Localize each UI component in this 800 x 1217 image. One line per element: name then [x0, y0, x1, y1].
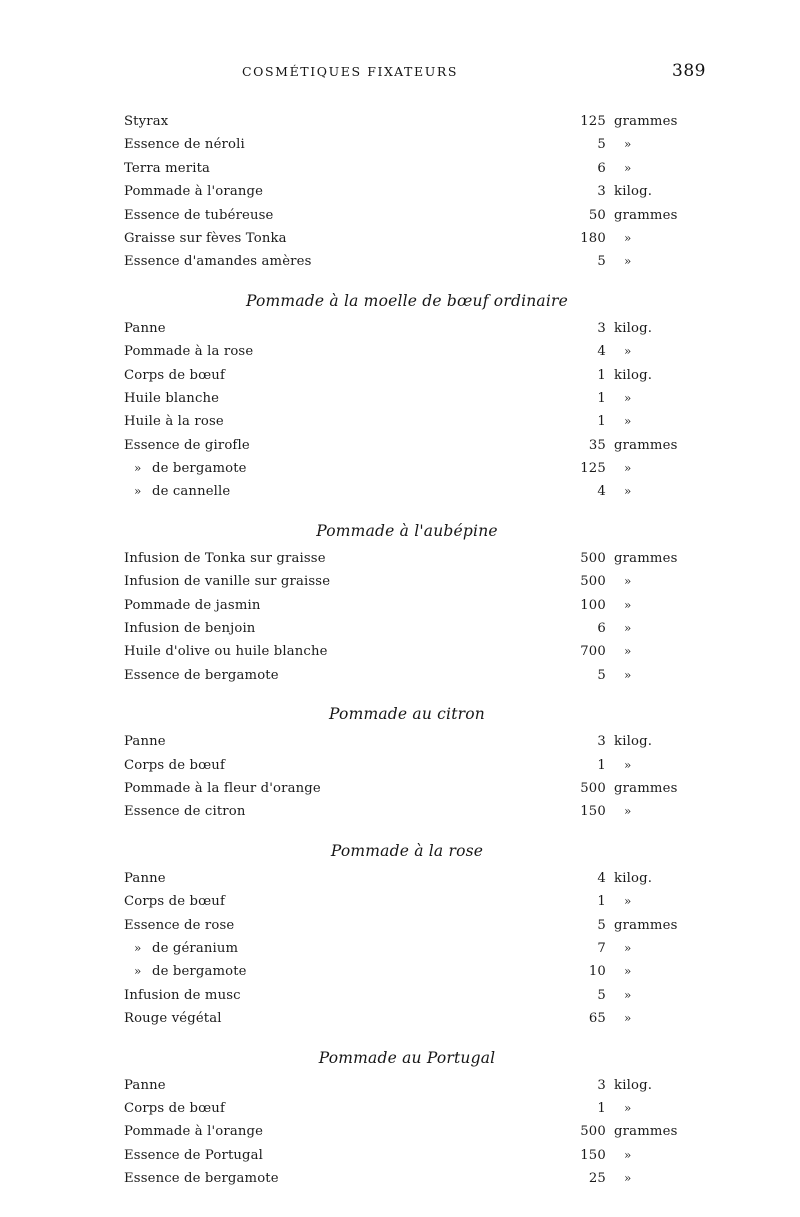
ingredient-unit: »	[624, 1011, 632, 1026]
ingredient-quantity: 50	[588, 207, 606, 223]
ingredient-unit: »	[624, 964, 632, 979]
running-head-title: COSMÉTIQUES FIXATEURS	[242, 64, 458, 79]
ingredient-name: Panne	[124, 734, 169, 749]
ingredient-unit: grammes	[614, 437, 678, 453]
ingredient-quantity: 3	[597, 320, 606, 336]
ingredient-unit: »	[624, 137, 632, 152]
running-head	[0, 61, 800, 86]
ingredient-quantity: 3	[597, 734, 606, 750]
ingredient-name: Essence de citron	[124, 804, 248, 819]
ingredient-unit: »	[624, 230, 632, 245]
ingredient-name: Corps de bœuf	[124, 368, 228, 383]
ingredient-row	[124, 412, 690, 435]
ingredient-unit: kilog.	[614, 367, 653, 383]
ingredient-unit: kilog.	[614, 734, 653, 750]
ingredient-quantity: 6	[597, 160, 606, 176]
ingredient-name: Infusion de benjoin	[124, 621, 258, 636]
ingredient-unit: »	[624, 574, 632, 589]
ingredient-row	[124, 869, 690, 892]
ingredient-unit: grammes	[614, 1124, 678, 1140]
ingredient-row	[124, 986, 690, 1009]
ingredient-row	[124, 135, 690, 158]
ingredient-name: Panne	[124, 1078, 169, 1093]
ingredient-quantity: 5	[597, 987, 606, 1003]
section-title: Pommade au Portugal	[318, 1048, 496, 1067]
ingredient-quantity: 7	[597, 940, 606, 956]
ingredient-row	[124, 939, 690, 962]
leader-dots	[126, 746, 554, 747]
ingredient-unit: »	[624, 414, 632, 429]
ingredient-unit: »	[624, 390, 632, 405]
ingredient-quantity: 1	[597, 414, 606, 430]
ditto-mark: »	[134, 940, 142, 955]
ingredient-quantity: 4	[597, 484, 606, 500]
ingredient-unit: grammes	[614, 550, 678, 566]
ingredient-quantity: 5	[597, 917, 606, 933]
ingredient-quantity: 150	[580, 804, 606, 820]
ingredient-row	[124, 892, 690, 915]
ingredient-name: Essence de girofle	[124, 438, 253, 453]
ingredient-name: Panne	[124, 871, 169, 886]
ingredient-unit: kilog.	[614, 184, 653, 200]
ingredient-name: Infusion de Tonka sur graisse	[124, 551, 329, 566]
ingredient-name: de cannelle	[152, 484, 233, 499]
ingredient-unit: kilog.	[614, 1077, 653, 1093]
ingredient-quantity: 500	[580, 780, 606, 796]
ingredient-name: Huile blanche	[124, 391, 222, 406]
ditto-mark: »	[134, 484, 142, 499]
ingredient-name: Graisse sur fèves Tonka	[124, 231, 290, 246]
ingredient-name: Rouge végétal	[124, 1011, 225, 1026]
ingredient-quantity: 65	[588, 1011, 606, 1027]
ingredient-quantity: 25	[588, 1171, 606, 1187]
recipe-column	[124, 112, 690, 1192]
ingredient-row	[124, 572, 690, 595]
ingredient-quantity: 6	[597, 621, 606, 637]
ingredient-row	[124, 732, 690, 755]
ingredient-quantity: 4	[597, 344, 606, 360]
ingredient-quantity: 500	[580, 550, 606, 566]
ingredient-row	[124, 1099, 690, 1122]
ingredient-quantity: 100	[580, 597, 606, 613]
leader-dots	[126, 333, 554, 334]
ingredient-unit: »	[624, 644, 632, 659]
ingredient-name: Styrax	[124, 114, 171, 129]
ingredient-quantity: 35	[588, 437, 606, 453]
ingredient-row	[124, 962, 690, 985]
ingredient-row	[124, 1076, 690, 1099]
ingredient-quantity: 10	[588, 964, 606, 980]
leader-dots	[126, 1090, 554, 1091]
ingredient-unit: »	[624, 894, 632, 909]
ingredient-name: de géranium	[152, 941, 241, 956]
section-title: Pommade au citron	[329, 705, 485, 724]
ingredient-row	[124, 112, 690, 135]
ingredient-name: Pommade de jasmin	[124, 598, 264, 613]
ingredient-list	[124, 549, 690, 689]
ingredient-unit: »	[624, 804, 632, 819]
ingredient-list	[124, 319, 690, 506]
ingredient-quantity: 500	[580, 1124, 606, 1140]
ingredient-row	[124, 366, 690, 389]
page-number: 389	[672, 61, 706, 81]
ingredient-quantity: 1	[597, 1100, 606, 1116]
ingredient-row	[124, 916, 690, 939]
ingredient-row	[124, 182, 690, 205]
ingredient-row	[124, 206, 690, 229]
ingredient-row	[124, 666, 690, 689]
ingredient-row	[124, 619, 690, 642]
ingredient-unit: »	[624, 1171, 632, 1186]
ingredient-row	[124, 1009, 690, 1032]
ingredient-name: Essence de Portugal	[124, 1148, 266, 1163]
ingredient-row	[124, 252, 690, 275]
ingredient-unit: kilog.	[614, 870, 653, 886]
ingredient-unit: »	[624, 597, 632, 612]
ingredient-quantity: 1	[597, 757, 606, 773]
ingredient-row	[124, 596, 690, 619]
ingredient-quantity: 150	[580, 1147, 606, 1163]
ingredient-row	[124, 319, 690, 342]
ingredient-quantity: 1	[597, 894, 606, 910]
ingredient-quantity: 3	[597, 1077, 606, 1093]
ingredient-name: Essence de bergamote	[124, 668, 282, 683]
ingredient-list	[124, 1076, 690, 1193]
ingredient-name: Terra merita	[124, 161, 213, 176]
ingredient-quantity: 1	[597, 367, 606, 383]
ingredient-quantity: 3	[597, 184, 606, 200]
ingredient-unit: »	[624, 1147, 632, 1162]
section-title: Pommade à l'aubépine	[316, 521, 498, 540]
ingredient-row	[124, 549, 690, 572]
ingredient-unit: »	[624, 667, 632, 682]
ingredient-name: Huile à la rose	[124, 414, 227, 429]
ingredient-row	[124, 482, 690, 505]
ingredient-name: Huile d'olive ou huile blanche	[124, 644, 331, 659]
ingredient-row	[124, 642, 690, 665]
section-title: Pommade à la moelle de bœuf ordinaire	[245, 291, 568, 310]
ingredient-quantity: 4	[597, 870, 606, 886]
ingredient-quantity: 1	[597, 390, 606, 406]
ingredient-list	[124, 112, 690, 276]
ingredient-list	[124, 732, 690, 826]
ingredient-unit: »	[624, 757, 632, 772]
ingredient-unit: »	[624, 344, 632, 359]
ingredient-quantity: 125	[580, 461, 606, 477]
ingredient-quantity: 5	[597, 137, 606, 153]
ingredient-name: Panne	[124, 321, 169, 336]
leader-dots	[126, 126, 554, 127]
ingredient-quantity: 500	[580, 574, 606, 590]
ingredient-unit: »	[624, 940, 632, 955]
ingredient-row	[124, 389, 690, 412]
ingredient-name: Corps de bœuf	[124, 1101, 228, 1116]
ingredient-name: Corps de bœuf	[124, 758, 228, 773]
leader-dots	[126, 883, 554, 884]
ditto-mark: »	[134, 964, 142, 979]
ingredient-quantity: 5	[597, 667, 606, 683]
ingredient-name: Pommade à l'orange	[124, 184, 266, 199]
ditto-mark: »	[134, 461, 142, 476]
ingredient-unit: »	[624, 461, 632, 476]
ingredient-list	[124, 869, 690, 1033]
ingredient-name: Pommade à la fleur d'orange	[124, 781, 324, 796]
ingredient-name: de bergamote	[152, 461, 250, 476]
ingredient-name: Pommade à la rose	[124, 344, 256, 359]
ingredient-row	[124, 159, 690, 182]
ingredient-name: Essence de rose	[124, 918, 237, 933]
ingredient-unit: »	[624, 160, 632, 175]
ingredient-unit: kilog.	[614, 320, 653, 336]
ingredient-name: Infusion de vanille sur graisse	[124, 574, 333, 589]
ingredient-unit: »	[624, 987, 632, 1002]
ingredient-row	[124, 1146, 690, 1169]
ingredient-unit: »	[624, 1100, 632, 1115]
ingredient-row	[124, 229, 690, 252]
ingredient-row	[124, 342, 690, 365]
ingredient-row	[124, 756, 690, 779]
ingredient-name: Infusion de musc	[124, 988, 244, 1003]
ingredient-name: Essence de bergamote	[124, 1171, 282, 1186]
ingredient-unit: »	[624, 254, 632, 269]
ingredient-name: Essence de néroli	[124, 137, 248, 152]
ingredient-row	[124, 802, 690, 825]
ingredient-unit: grammes	[614, 917, 678, 933]
ingredient-unit: »	[624, 484, 632, 499]
ingredient-unit: grammes	[614, 114, 678, 129]
ingredient-quantity: 180	[580, 230, 606, 246]
ingredient-unit: »	[624, 621, 632, 636]
ingredient-row	[124, 459, 690, 482]
ingredient-row	[124, 1169, 690, 1192]
ingredient-quantity: 125	[580, 114, 606, 129]
section-title: Pommade à la rose	[330, 841, 484, 860]
ingredient-name: de bergamote	[152, 964, 250, 979]
ingredient-row	[124, 436, 690, 459]
ingredient-unit: grammes	[614, 207, 678, 223]
ingredient-row	[124, 1122, 690, 1145]
ingredient-row	[124, 779, 690, 802]
ingredient-quantity: 5	[597, 254, 606, 270]
ingredient-name: Pommade à l'orange	[124, 1124, 266, 1139]
ingredient-quantity: 700	[580, 644, 606, 660]
ingredient-name: Corps de bœuf	[124, 894, 228, 909]
ingredient-unit: grammes	[614, 780, 678, 796]
ingredient-name: Essence de tubéreuse	[124, 208, 277, 223]
ingredient-name: Essence d'amandes amères	[124, 254, 314, 269]
